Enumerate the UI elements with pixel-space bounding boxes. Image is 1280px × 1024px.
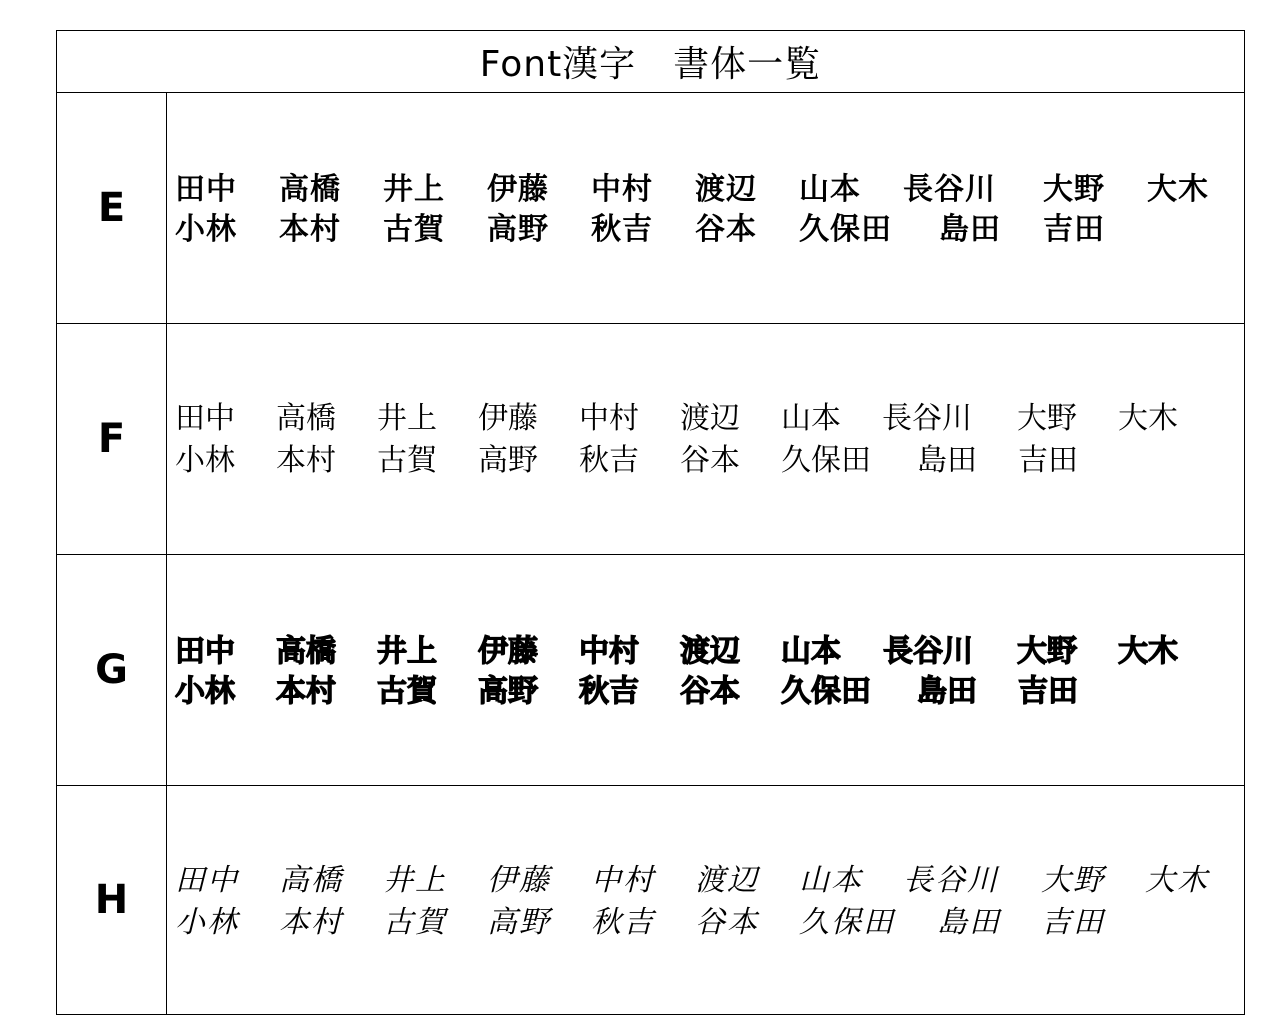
name-item: 本村 [276,674,336,709]
font-label-cell [57,555,167,785]
name-line-2 [175,671,1235,713]
name-item: 本村 [276,443,336,478]
name-item: 渡辺 [695,172,757,207]
name-item: 中村 [579,401,639,436]
name-item: 谷本 [695,212,757,247]
name-item: 山本 [799,172,861,207]
name-item: 久保田 [781,674,871,709]
name-item: 伊藤 [478,634,538,669]
name-item: 大野 [1041,863,1105,898]
name-item: 久保田 [799,212,892,247]
names-cell [175,555,1235,785]
page-title: Font漢字 書体一覧 [479,44,822,85]
font-row-f [57,324,1244,555]
name-item: 島田 [917,674,977,709]
font-label-cell [57,93,167,323]
name-item: 井上 [377,401,437,436]
name-item: 秋吉 [579,674,639,709]
title-row [57,31,1244,93]
name-line-2 [175,440,1235,482]
name-item: 長谷川 [883,634,973,669]
name-item: 古賀 [377,674,437,709]
name-item: 谷本 [680,443,740,478]
name-line-1 [175,169,1235,211]
name-item: 渡辺 [680,401,740,436]
name-item: 高橋 [279,172,341,207]
name-item: 小林 [175,674,235,709]
name-item: 伊藤 [487,863,551,898]
name-item: 大木 [1145,863,1209,898]
font-label-cell [57,786,167,1014]
name-item: 大野 [1017,401,1077,436]
name-item: 高橋 [276,634,336,669]
name-item: 井上 [377,634,437,669]
name-item: 中村 [591,863,655,898]
font-label: H [94,877,129,923]
name-item: 井上 [383,172,445,207]
name-item: 田中 [175,863,239,898]
name-line-1 [175,398,1235,440]
name-item: 山本 [799,863,863,898]
name-item: 渡辺 [680,634,740,669]
name-item: 大野 [1017,634,1077,669]
name-item: 吉田 [1043,212,1105,247]
name-item: 長谷川 [903,172,996,207]
name-item: 谷本 [680,674,740,709]
name-item: 高橋 [276,401,336,436]
name-item: 谷本 [695,905,759,940]
name-item: 高野 [487,905,551,940]
name-item: 吉田 [1018,443,1078,478]
name-item: 吉田 [1018,674,1078,709]
name-item: 大木 [1147,172,1209,207]
name-item: 吉田 [1041,905,1105,940]
name-item: 田中 [175,401,235,436]
name-item: 島田 [917,443,977,478]
font-label-cell [57,324,167,554]
name-item: 長谷川 [882,401,972,436]
name-line-1 [175,860,1235,902]
name-item: 秋吉 [591,212,653,247]
name-item: 高野 [478,674,538,709]
name-item: 小林 [175,212,237,247]
names-cell [175,786,1235,1014]
name-item: 高野 [478,443,538,478]
name-item: 山本 [781,634,841,669]
font-row-e [57,93,1244,324]
name-item: 中村 [579,634,639,669]
name-item: 秋吉 [579,443,639,478]
name-item: 中村 [591,172,653,207]
name-item: 久保田 [799,905,895,940]
name-item: 島田 [937,905,1001,940]
name-item: 古賀 [377,443,437,478]
name-item: 古賀 [383,905,447,940]
name-item: 秋吉 [591,905,655,940]
name-line-1 [175,631,1235,673]
name-item: 長谷川 [903,863,999,898]
name-item: 大木 [1118,634,1178,669]
names-cell [175,93,1235,323]
name-item: 山本 [781,401,841,436]
name-item: 高野 [487,212,549,247]
name-item: 伊藤 [478,401,538,436]
name-item: 本村 [279,905,343,940]
name-item: 小林 [175,905,239,940]
name-item: 久保田 [781,443,871,478]
name-item: 島田 [939,212,1001,247]
name-line-2 [175,902,1235,944]
font-label: F [97,416,126,462]
font-row-g [57,555,1244,786]
name-item: 井上 [383,863,447,898]
name-item: 田中 [175,172,237,207]
name-item: 本村 [279,212,341,247]
font-row-h [57,786,1244,1014]
names-cell [175,324,1235,554]
font-sample-table [56,30,1245,1015]
name-item: 大野 [1043,172,1105,207]
font-label: E [97,185,126,231]
name-item: 田中 [175,634,235,669]
name-item: 古賀 [383,212,445,247]
name-item: 高橋 [279,863,343,898]
name-item: 大木 [1118,401,1178,436]
name-item: 渡辺 [695,863,759,898]
name-item: 小林 [175,443,235,478]
name-line-2 [175,209,1235,251]
font-label: G [95,647,128,693]
name-item: 伊藤 [487,172,549,207]
